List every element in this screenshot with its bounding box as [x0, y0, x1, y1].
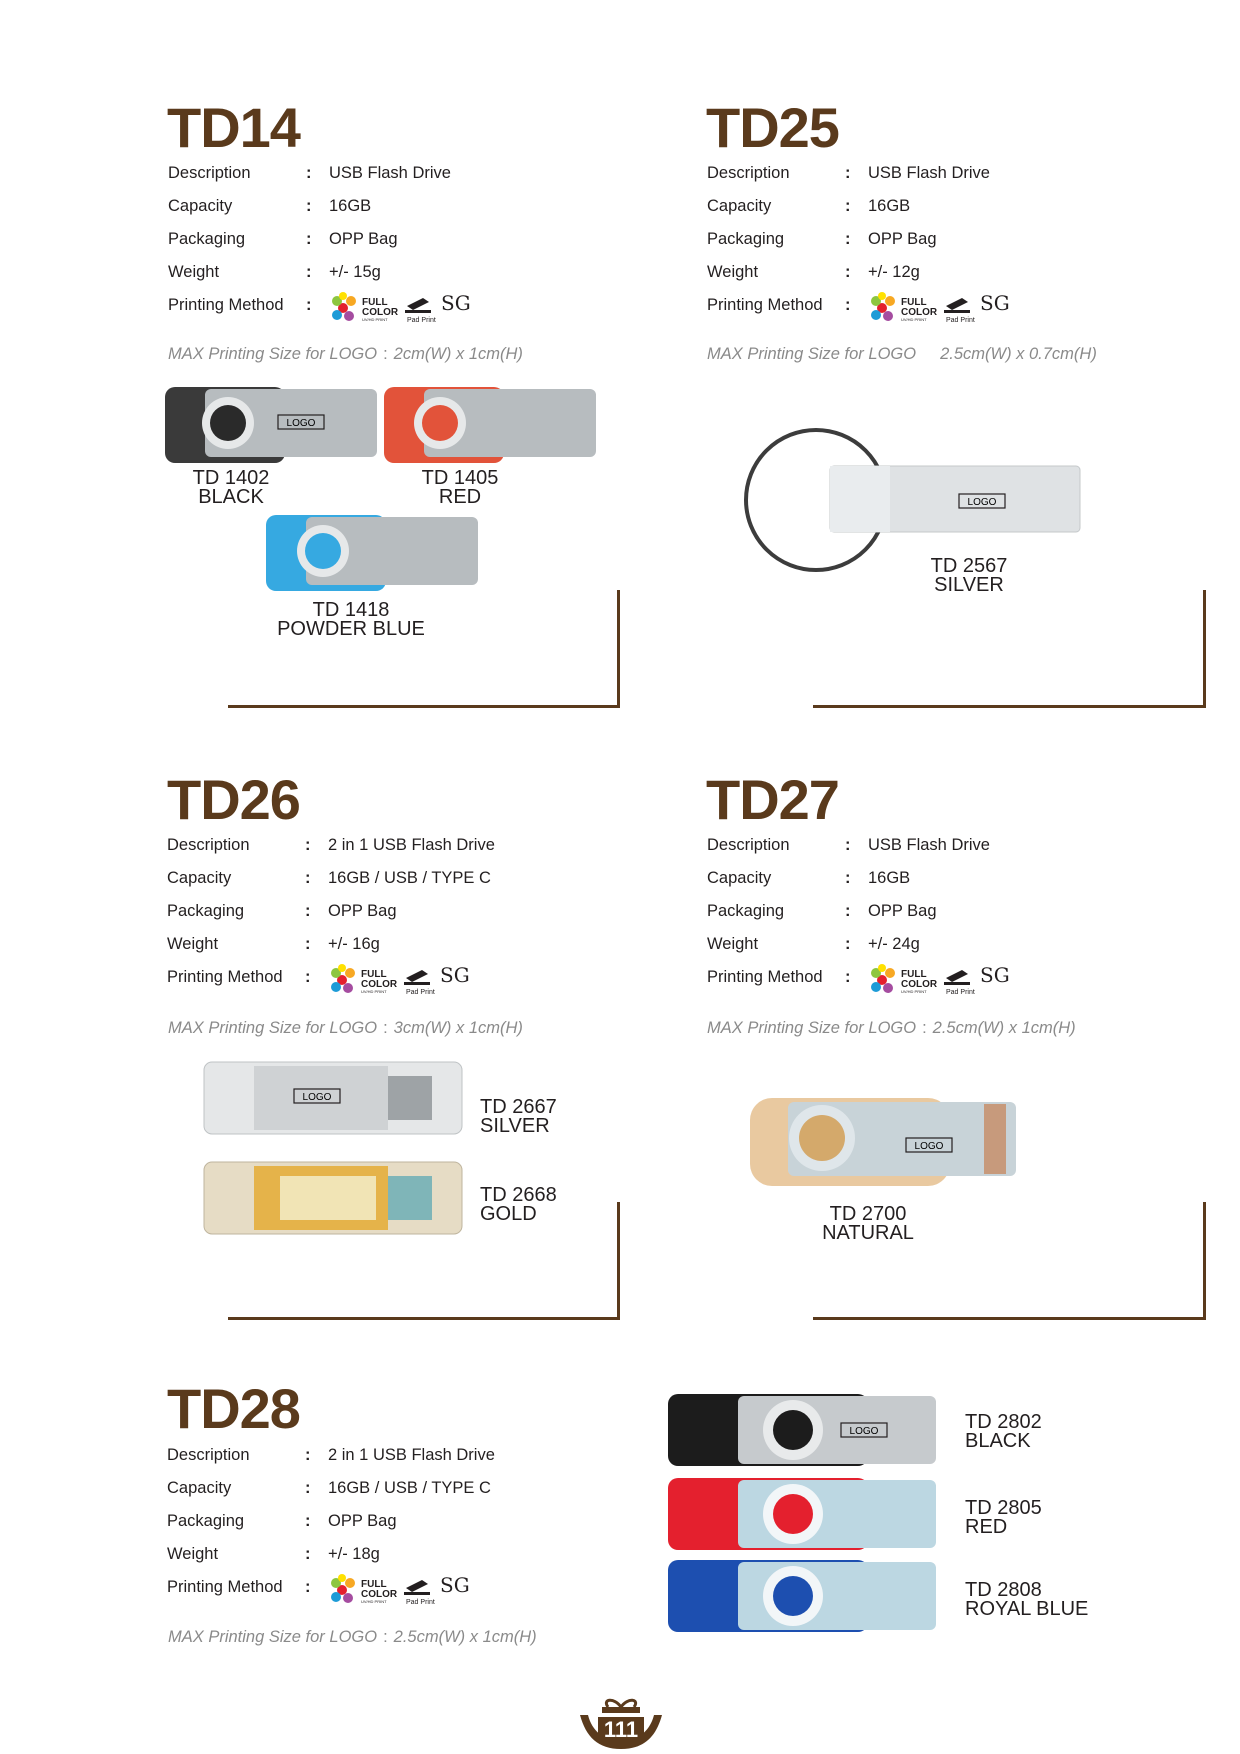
spec-label: Description: [167, 1446, 250, 1464]
svg-text:Pad Print: Pad Print: [406, 1599, 435, 1606]
svg-text:Pad Print: Pad Print: [946, 317, 975, 324]
section-bracket: [1203, 590, 1206, 708]
variant-label-td2668: TD 2668 GOLD: [480, 1184, 557, 1225]
spec-label: Printing Method: [707, 296, 823, 314]
svg-text:LOGO: LOGO: [967, 497, 997, 508]
svg-text:Pad Print: Pad Print: [406, 989, 435, 996]
svg-text:UV/HD PRINT: UV/HD PRINT: [901, 989, 927, 994]
spec-label: Packaging: [707, 230, 785, 248]
product-image-td1418: [266, 513, 486, 593]
silkscreen-icon: SG: [440, 963, 470, 987]
colon: :: [305, 902, 311, 920]
colon: :: [845, 164, 851, 182]
colon: :: [305, 1479, 311, 1497]
gift-icon: [602, 1700, 640, 1713]
spec-weight: +/- 24g: [868, 935, 920, 953]
svg-text:COLOR: COLOR: [361, 1589, 398, 1600]
product-image-td2667: [200, 1052, 465, 1144]
full-color-icon: [332, 292, 399, 322]
page-number: 111: [603, 1717, 639, 1742]
colon: :: [845, 902, 851, 920]
product-image-td2700: [748, 1094, 1023, 1194]
spec-description: 2 in 1 USB Flash Drive: [328, 1446, 495, 1464]
colon: :: [845, 230, 851, 248]
spec-packaging: OPP Bag: [868, 230, 937, 248]
spec-packaging: OPP Bag: [329, 230, 398, 248]
section-bracket: [228, 705, 620, 708]
silkscreen-icon: SG: [980, 291, 1010, 315]
colon: :: [305, 1578, 311, 1596]
svg-text:FULL: FULL: [361, 969, 387, 980]
full-color-icon: [331, 964, 398, 994]
svg-text:Pad Print: Pad Print: [407, 317, 436, 324]
colon: :: [845, 296, 851, 314]
colon: :: [845, 935, 851, 953]
svg-text:LOGO: LOGO: [286, 418, 316, 429]
spec-description: 2 in 1 USB Flash Drive: [328, 836, 495, 854]
spec-capacity: 16GB: [868, 869, 911, 887]
variant-label-td2700: TD 2700 NATURAL: [822, 1203, 914, 1244]
product-image-td2802: [668, 1390, 943, 1470]
svg-text:LOGO: LOGO: [849, 1426, 879, 1437]
full-color-icon: [871, 964, 938, 994]
max-print-size-td27: MAX Printing Size for LOGO : 2.5cm(W) x 1cm(H): [707, 1019, 1076, 1037]
spec-label: Description: [707, 836, 790, 854]
colon: :: [305, 869, 311, 887]
full-color-icon: [871, 292, 938, 322]
variant-label-td1402: TD 1402 BLACK: [192, 467, 270, 508]
spec-label: Printing Method: [707, 968, 823, 986]
spec-packaging: OPP Bag: [868, 902, 937, 920]
variant-label-td2667: TD 2667 SILVER: [480, 1096, 557, 1137]
silkscreen-icon: SG: [440, 1573, 470, 1597]
svg-text:COLOR: COLOR: [901, 979, 938, 990]
colon: :: [306, 197, 312, 215]
section-bracket: [617, 590, 620, 708]
spec-weight: +/- 18g: [328, 1545, 380, 1563]
svg-text:COLOR: COLOR: [362, 307, 399, 318]
svg-text:COLOR: COLOR: [361, 979, 398, 990]
silkscreen-icon: SG: [980, 963, 1010, 987]
spec-label: Description: [707, 164, 790, 182]
spec-label: Description: [168, 164, 251, 182]
pad-print-icon: [405, 298, 436, 324]
spec-label: Packaging: [167, 1512, 245, 1530]
printing-method-icons: [868, 288, 1018, 328]
spec-label: Printing Method: [168, 296, 284, 314]
variant-label-td1418: TD 1418 POWDER BLUE: [277, 599, 425, 640]
spec-label: Capacity: [707, 869, 772, 887]
spec-label: Printing Method: [167, 968, 283, 986]
full-color-icon: [331, 1574, 398, 1604]
spec-label: Weight: [167, 1545, 219, 1563]
svg-text:FULL: FULL: [901, 297, 927, 308]
spec-label: Capacity: [167, 869, 232, 887]
max-print-size-td26: MAX Printing Size for LOGO : 3cm(W) x 1cm(H): [168, 1019, 523, 1037]
spec-label: Description: [167, 836, 250, 854]
spec-description: USB Flash Drive: [868, 164, 990, 182]
spec-label: Weight: [707, 263, 759, 281]
colon: :: [845, 263, 851, 281]
spec-label: Capacity: [167, 1479, 232, 1497]
spec-label: Packaging: [167, 902, 245, 920]
silkscreen-icon: SG: [441, 291, 471, 315]
printing-method-icons: [328, 960, 478, 1000]
product-image-td1405: [384, 385, 604, 465]
colon: :: [305, 1545, 311, 1563]
colon: :: [845, 869, 851, 887]
section-bracket: [228, 1317, 620, 1320]
product-image-td1402: [165, 385, 385, 465]
product-image-td2808: [668, 1556, 943, 1636]
colon: :: [305, 935, 311, 953]
svg-text:Pad Print: Pad Print: [946, 989, 975, 996]
spec-weight: +/- 15g: [329, 263, 381, 281]
colon: :: [306, 164, 312, 182]
svg-text:FULL: FULL: [361, 1579, 387, 1590]
spec-packaging: OPP Bag: [328, 1512, 397, 1530]
spec-capacity: 16GB: [329, 197, 372, 215]
section-bracket: [813, 1317, 1206, 1320]
svg-text:LOGO: LOGO: [914, 1141, 944, 1152]
spec-label: Weight: [167, 935, 219, 953]
colon: :: [845, 968, 851, 986]
colon: :: [845, 197, 851, 215]
product-code-td14: TD14: [167, 96, 300, 159]
page-number-badge: [578, 1697, 664, 1754]
spec-capacity: 16GB / USB / TYPE C: [328, 1479, 491, 1497]
spec-description: USB Flash Drive: [329, 164, 451, 182]
max-print-size-td28: MAX Printing Size for LOGO : 2.5cm(W) x 1cm(H): [168, 1628, 537, 1646]
colon: :: [306, 296, 312, 314]
svg-text:UV/HD PRINT: UV/HD PRINT: [361, 1599, 387, 1604]
colon: :: [306, 263, 312, 281]
pad-print-icon: [944, 970, 975, 996]
printing-method-icons: [329, 288, 479, 328]
printing-method-icons: [328, 1570, 478, 1610]
colon: :: [845, 836, 851, 854]
spec-label: Capacity: [707, 197, 772, 215]
spec-label: Weight: [707, 935, 759, 953]
colon: :: [305, 1512, 311, 1530]
colon: :: [305, 836, 311, 854]
section-bracket: [1203, 1202, 1206, 1320]
variant-label-td2802: TD 2802 BLACK: [965, 1411, 1042, 1452]
svg-text:UV/HD PRINT: UV/HD PRINT: [362, 317, 388, 322]
max-print-size-td25: MAX Printing Size for LOGO 2.5cm(W) x 0.7cm(H): [707, 345, 1097, 363]
spec-weight: +/- 16g: [328, 935, 380, 953]
variant-label-td2808: TD 2808 ROYAL BLUE: [965, 1579, 1089, 1620]
product-code-td26: TD26: [167, 768, 300, 831]
spec-capacity: 16GB / USB / TYPE C: [328, 869, 491, 887]
colon: :: [305, 968, 311, 986]
variant-label-td1405: TD 1405 RED: [421, 467, 499, 508]
spec-label: Capacity: [168, 197, 233, 215]
product-image-td2668: [200, 1152, 465, 1244]
svg-text:LOGO: LOGO: [302, 1092, 332, 1103]
svg-text:UV/HD PRINT: UV/HD PRINT: [361, 989, 387, 994]
svg-text:UV/HD PRINT: UV/HD PRINT: [901, 317, 927, 322]
spec-packaging: OPP Bag: [328, 902, 397, 920]
pad-print-icon: [404, 970, 435, 996]
pad-print-icon: [944, 298, 975, 324]
spec-capacity: 16GB: [868, 197, 911, 215]
spec-label: Packaging: [168, 230, 246, 248]
spec-description: USB Flash Drive: [868, 836, 990, 854]
product-code-td25: TD25: [706, 96, 839, 159]
product-code-td27: TD27: [706, 768, 839, 831]
colon: :: [306, 230, 312, 248]
product-image-td2567: [742, 424, 1087, 574]
section-bracket: [617, 1202, 620, 1320]
product-code-td28: TD28: [167, 1377, 300, 1440]
pad-print-icon: [404, 1580, 435, 1606]
spec-label: Printing Method: [167, 1578, 283, 1596]
max-print-size-td14: MAX Printing Size for LOGO : 2cm(W) x 1cm(H): [168, 345, 523, 363]
section-bracket: [813, 705, 1206, 708]
svg-text:FULL: FULL: [901, 969, 927, 980]
spec-weight: +/- 12g: [868, 263, 920, 281]
svg-text:COLOR: COLOR: [901, 307, 938, 318]
spec-label: Packaging: [707, 902, 785, 920]
variant-label-td2805: TD 2805 RED: [965, 1497, 1042, 1538]
colon: :: [305, 1446, 311, 1464]
svg-text:FULL: FULL: [362, 297, 388, 308]
spec-label: Weight: [168, 263, 220, 281]
printing-method-icons: [868, 960, 1018, 1000]
product-image-td2805: [668, 1474, 943, 1554]
variant-label-td2567: TD 2567 SILVER: [930, 555, 1008, 596]
